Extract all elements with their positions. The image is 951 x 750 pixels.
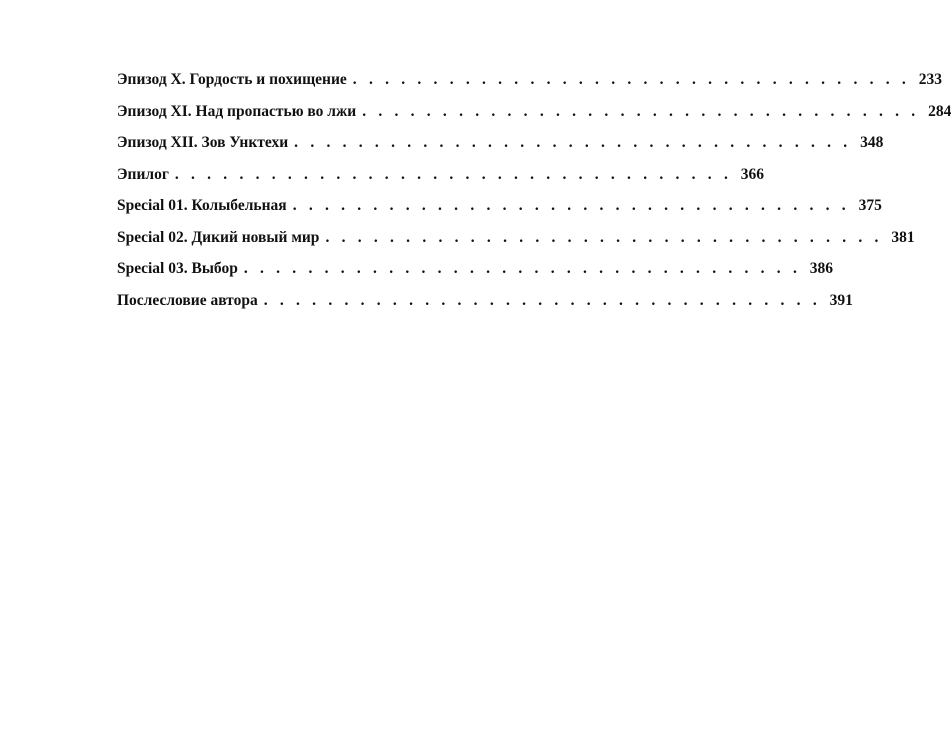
toc-entry-title: Эпизод XI. Над пропастью во лжи [117, 102, 357, 120]
toc-entry-title: Special 01. Колыбельная [117, 197, 287, 214]
dot-leader: . . . . . . . . . . . . . . . . . . . . . . . . . . . . . . . . . . . [243, 260, 802, 277]
dot-leader: . . . . . . . . . . . . . . . . . . . . . . . . . . . . . . . . . . . [325, 228, 883, 246]
toc-entry-page: 284 [928, 102, 951, 120]
toc-entry-page: 375 [858, 197, 882, 214]
dot-leader: . . . . . . . . . . . . . . . . . . . . . . . . . . . . . . . . . . . [352, 71, 910, 88]
toc-entry[interactable] [117, 165, 765, 198]
toc-entry[interactable] [117, 102, 951, 135]
toc-entry-title: Special 03. Выбор [117, 260, 238, 277]
toc-entry-page: 391 [829, 291, 853, 309]
toc-entry[interactable] [117, 71, 942, 103]
toc-entry-title: Эпизод XII. Зов Унктехи [117, 134, 289, 151]
dot-leader: . . . . . . . . . . . . . . . . . . . . . . . . . . . . . . . . . . . [174, 165, 733, 183]
toc-entry[interactable] [117, 197, 882, 229]
toc-entry-page: 381 [891, 228, 915, 246]
toc-entry-title: Эпилог [117, 165, 169, 183]
dot-leader: . . . . . . . . . . . . . . . . . . . . . . . . . . . . . . . . . . . [292, 197, 850, 214]
toc-entry-page: 233 [918, 71, 942, 88]
toc-entry[interactable] [117, 228, 915, 261]
toc-entry-title: Special 02. Дикий новый мир [117, 228, 320, 246]
table-of-contents [117, 71, 951, 323]
toc-entry[interactable] [117, 260, 834, 292]
dot-leader: . . . . . . . . . . . . . . . . . . . . . . . . . . . . . . . . . . . [263, 291, 821, 309]
toc-entry-title: Эпизод X. Гордость и похищение [117, 71, 347, 88]
toc-entry[interactable] [117, 134, 884, 166]
toc-entry-page: 386 [809, 260, 834, 277]
toc-entry-page: 366 [740, 165, 765, 183]
dot-leader: . . . . . . . . . . . . . . . . . . . . . . . . . . . . . . . . . . . [362, 102, 920, 120]
dot-leader: . . . . . . . . . . . . . . . . . . . . . . . . . . . . . . . . . . . [294, 134, 852, 151]
toc-entry-page: 348 [860, 134, 884, 151]
toc-entry-title: Послесловие автора [117, 291, 258, 309]
toc-entry[interactable] [117, 291, 853, 324]
